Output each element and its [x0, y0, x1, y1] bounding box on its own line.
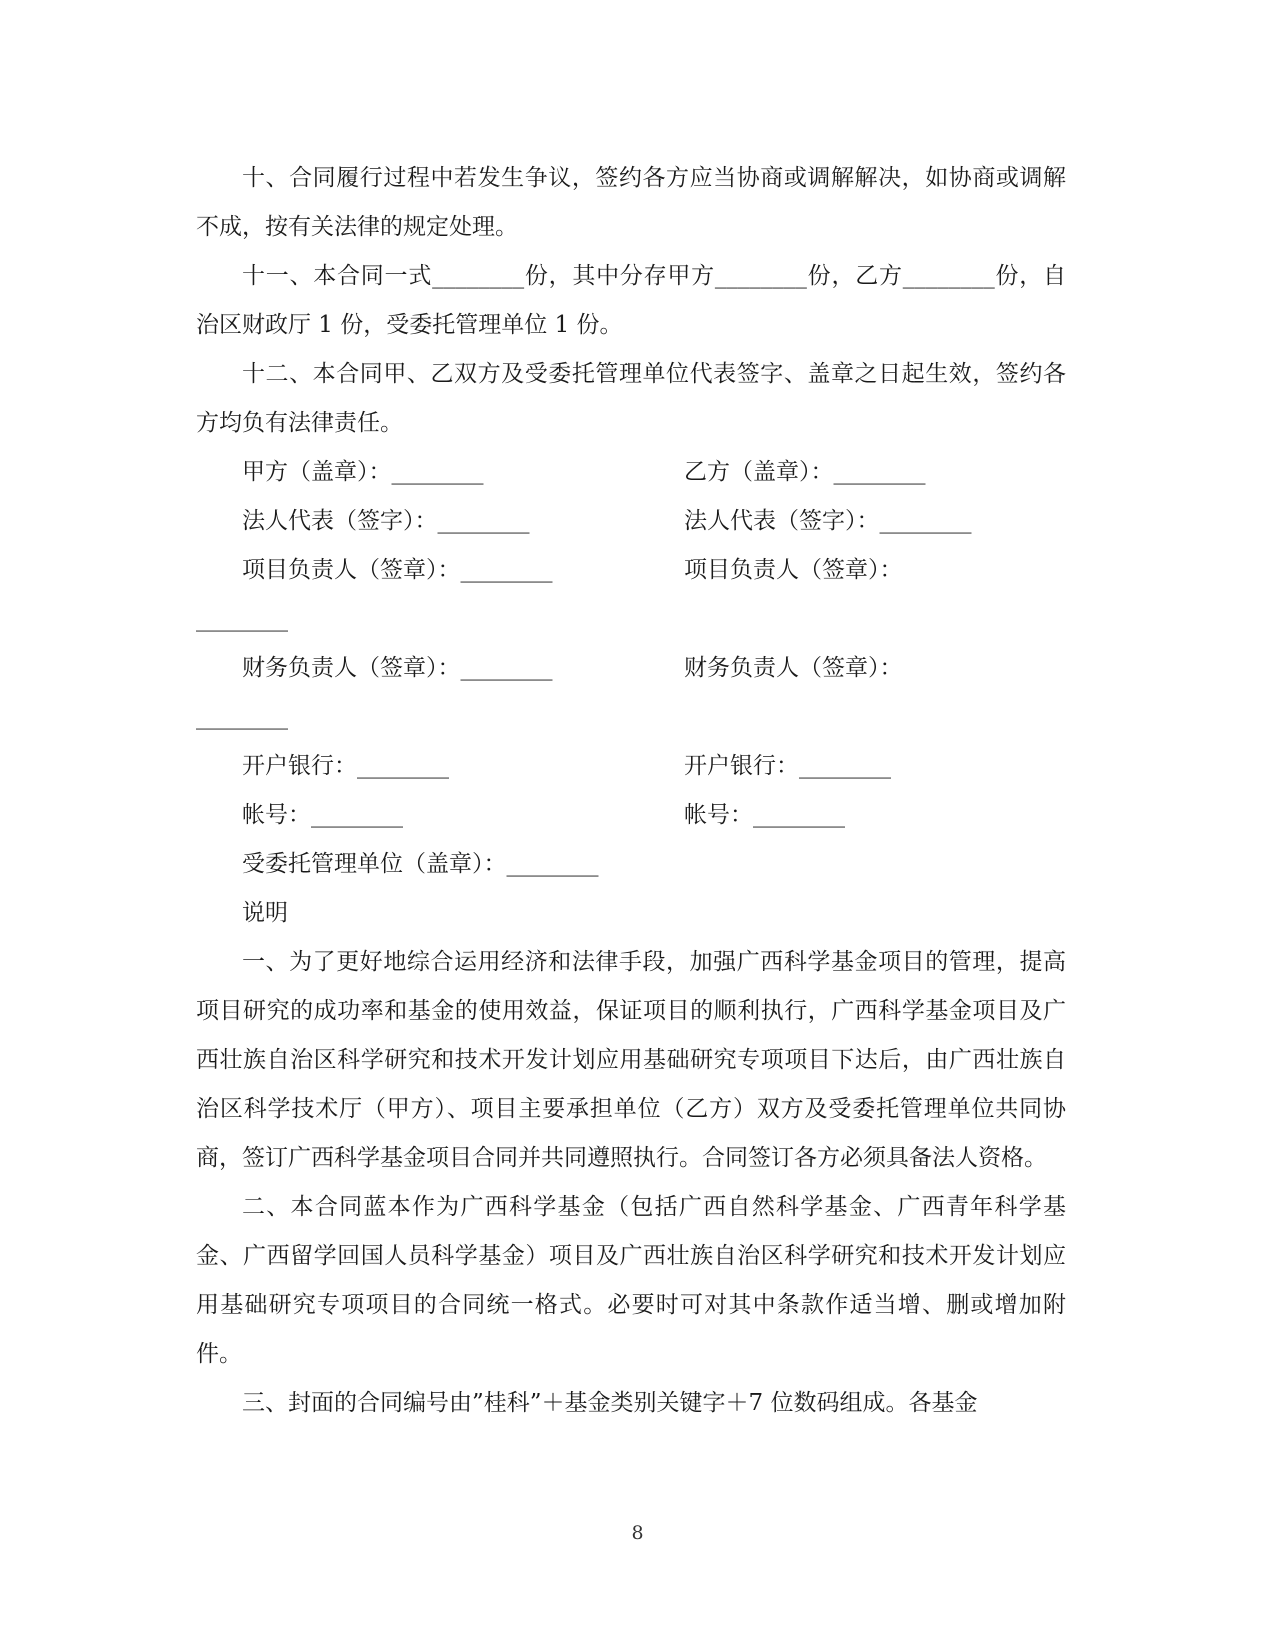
- page-number: 8: [631, 1522, 644, 1544]
- signature-row-seal: [196, 448, 1066, 497]
- explanation-item-1: 一、为了更好地综合运用经济和法律手段，加强广西科学基金项目的管理，提高项目研究的成功率和基金的使用效益，保证项目的顺利执行，广西科学基金项目及广西壮族自治区科学研究和技术开发计划应用基础研究专项项目下达后，由广西壮族自治区科学技术厅（甲方）、项目主要承担单位（乙方）双方及受委托管理单位共同协商，签订广西科学基金项目合同并共同遵照执行。合同签订各方必须具备法人资格。: [196, 949, 1066, 1171]
- explanation-item-3: 三、封面的合同编号由”桂科”＋基金类别关键字＋7 位数码组成。各基金: [242, 1390, 978, 1416]
- document-body: [196, 154, 1066, 1428]
- party-b-bank: 开户银行：________: [684, 753, 891, 779]
- explanation-item-2: 二、本合同蓝本作为广西科学基金（包括广西自然科学基金、广西青年科学基金、广西留学回国人员科学基金）项目及广西壮族自治区科学研究和技术开发计划应用基础研究专项项目的合同统一格式。必要时可对其中条款作适当增、删或增加附件。: [196, 1194, 1066, 1367]
- signature-row-bank: [196, 742, 1066, 791]
- party-a-legal-rep: 法人代表（签字）：________: [242, 508, 530, 534]
- clause-12: 十二、本合同甲、乙双方及受委托管理单位代表签字、盖章之日起生效，签约各方均负有法律责任。: [196, 361, 1066, 436]
- party-b-project-leader-blank: ________: [196, 606, 288, 632]
- party-a-account: 帐号：________: [242, 802, 403, 828]
- signature-row-account: [196, 791, 1066, 840]
- party-a-finance-leader: 财务负责人（签章）：________: [242, 655, 553, 681]
- signature-row-finance-leader: [196, 644, 1066, 693]
- party-b-seal: 乙方（盖章）：________: [684, 459, 926, 485]
- signature-row-project-leader: [196, 546, 1066, 595]
- entrusted-unit-seal: 受委托管理单位（盖章）：________: [242, 851, 599, 877]
- party-a-bank: 开户银行：________: [242, 753, 449, 779]
- party-b-project-leader: 项目负责人（签章）：: [684, 557, 903, 583]
- signature-row-legal-rep: [196, 497, 1066, 546]
- clause-10: 十、合同履行过程中若发生争议，签约各方应当协商或调解解决，如协商或调解不成，按有关法律的规定处理。: [196, 165, 1066, 240]
- party-a-project-leader: 项目负责人（签章）：________: [242, 557, 553, 583]
- party-b-legal-rep: 法人代表（签字）：________: [684, 508, 972, 534]
- party-a-seal: 甲方（盖章）：________: [242, 459, 484, 485]
- explanation-title: 说明: [242, 900, 288, 926]
- clause-11: 十一、本合同一式________份，其中分存甲方________份，乙方________份，自治区财政厅 1 份，受委托管理单位 1 份。: [196, 263, 1066, 338]
- party-b-account: 帐号：________: [684, 802, 845, 828]
- party-b-finance-leader-blank: ________: [196, 704, 288, 730]
- party-b-finance-leader: 财务负责人（签章）：: [684, 655, 903, 681]
